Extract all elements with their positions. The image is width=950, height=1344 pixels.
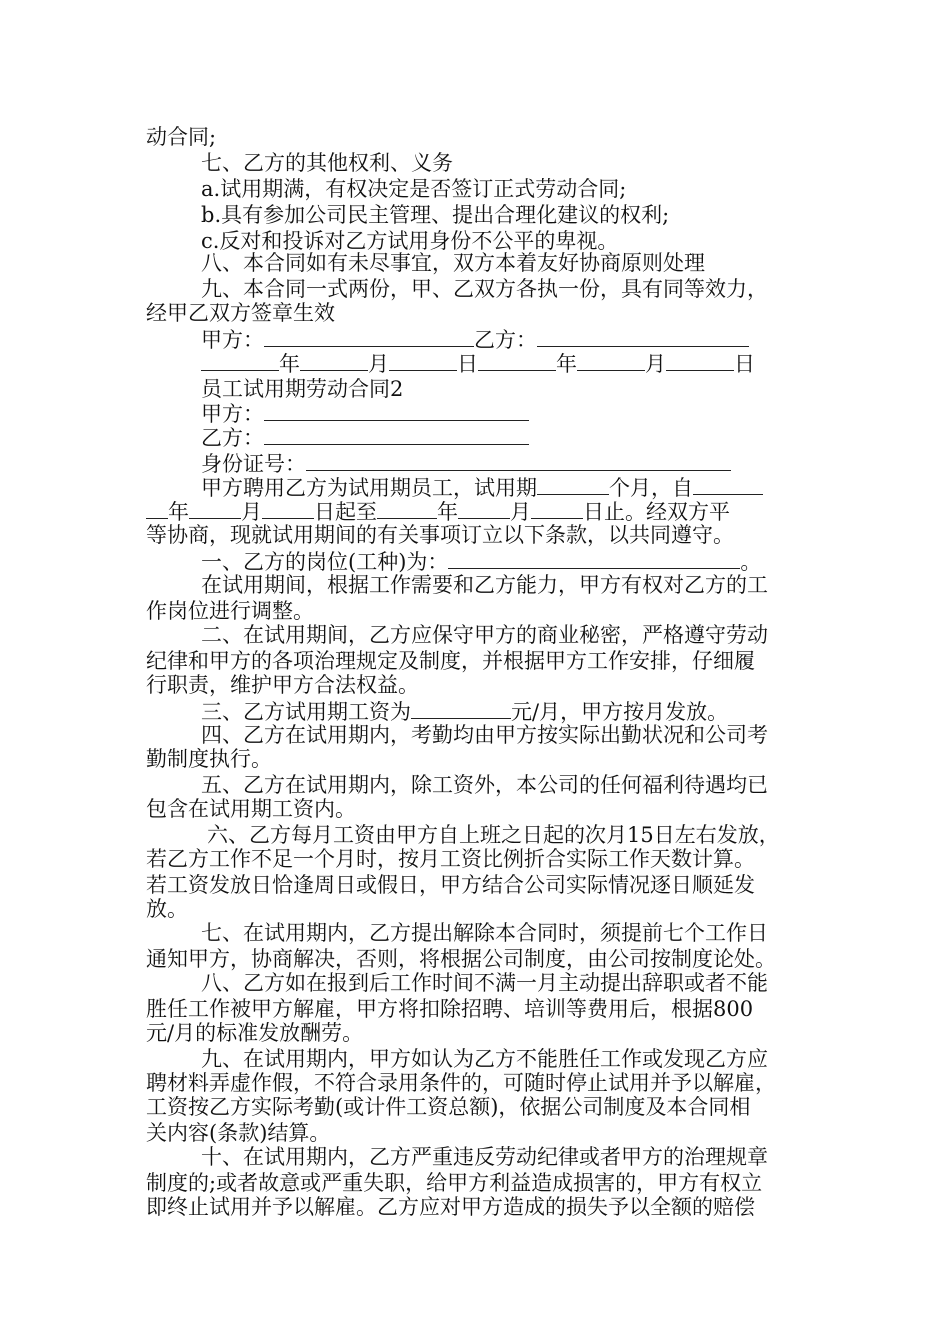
text-line: 即终止试用并予以解雇。乙方应对甲方造成的损失予以全额的赔偿 — [146, 1195, 755, 1219]
position-line — [201, 548, 871, 574]
day-blank — [666, 350, 734, 371]
year-label: 年 — [168, 500, 189, 524]
party-a-blank — [264, 400, 529, 421]
wage-line — [201, 698, 871, 724]
day-label: 日 — [734, 352, 755, 376]
probation-line — [201, 474, 871, 500]
party-b-signature-blank — [537, 326, 749, 347]
text-line: 八、本合同如有未尽事宜，双方本着友好协商原则处理 — [201, 251, 705, 275]
probation-text: 个月，自 — [609, 476, 693, 500]
text-line: 九、在试用期内，甲方如认为乙方不能胜任工作或发现乙方应 — [201, 1047, 768, 1071]
party-b-blank — [264, 424, 529, 445]
text-line: 关内容(条款)结算。 — [146, 1121, 331, 1145]
day-label: 日 — [457, 352, 478, 376]
month-label: 月 — [645, 352, 666, 376]
end-month-blank — [458, 498, 510, 519]
text-line: 勤制度执行。 — [146, 747, 272, 771]
year-label: 年 — [556, 352, 577, 376]
text-line: 七、在试用期内，乙方提出解除本合同时，须提前七个工作日 — [201, 921, 768, 945]
start-year-blank — [146, 498, 168, 519]
party-a-label: 甲方： — [201, 402, 264, 426]
party-b-label: 乙方： — [201, 426, 264, 450]
text-line: 通知甲方，协商解决，否则，将根据公司制度，由公司按制度论处。 — [146, 947, 776, 971]
month-blank — [300, 350, 368, 371]
position-label: 一、乙方的岗位(工种)为： — [201, 550, 449, 574]
probation-text: 日起至 — [314, 500, 377, 524]
wage-blank — [411, 698, 511, 719]
year-blank — [478, 350, 556, 371]
text-line: 十、在试用期内，乙方严重违反劳动纪律或者甲方的治理规章 — [201, 1145, 768, 1169]
year-blank — [201, 350, 279, 371]
year-label: 年 — [279, 352, 300, 376]
text-line: c.反对和投诉对乙方试用身份不公平的卑视。 — [201, 229, 619, 253]
text-line: 包含在试用期工资内。 — [146, 797, 356, 821]
text-line: 行职责，维护甲方合法权益。 — [146, 673, 419, 697]
probation-text: 甲方聘用乙方为试用期员工，试用期 — [201, 476, 537, 500]
start-year-blank — [693, 474, 763, 495]
probation-dates-line — [146, 498, 816, 524]
start-day-blank — [262, 498, 314, 519]
date-line — [201, 350, 871, 376]
month-label: 月 — [510, 500, 531, 524]
start-month-blank — [189, 498, 241, 519]
year-label: 年 — [437, 500, 458, 524]
text-line: b.具有参加公司民主管理、提出合理化建议的权利; — [201, 203, 670, 227]
text-line: 工资按乙方实际考勤(或计件工资总额)，依据公司制度及本合同相 — [146, 1095, 751, 1119]
month-label: 月 — [368, 352, 389, 376]
months-blank — [537, 474, 609, 495]
party-b-label: 乙方： — [474, 328, 537, 352]
text-line: 五、乙方在试用期内，除工资外，本公司的任何福利待遇均已 — [201, 773, 768, 797]
text-line: a.试用期满，有权决定是否签订正式劳动合同; — [201, 177, 627, 201]
position-blank — [448, 548, 740, 569]
wage-label: 三、乙方试用期工资为 — [201, 700, 411, 724]
text-line: 作岗位进行调整。 — [146, 599, 314, 623]
id-card-label: 身份证号： — [201, 452, 306, 476]
end-year-blank — [377, 498, 437, 519]
text-line: 纪律和甲方的各项治理规定及制度，并根据甲方工作安排，仔细履 — [146, 649, 755, 673]
section-heading: 七、乙方的其他权利、义务 — [201, 151, 453, 175]
signature-line — [201, 326, 871, 352]
text-line: 元/月的标准发放酬劳。 — [146, 1021, 364, 1045]
text-line: 动合同; — [146, 125, 217, 149]
party-a-label: 甲方： — [201, 328, 264, 352]
text-line: 在试用期间，根据工作需要和乙方能力，甲方有权对乙方的工 — [201, 573, 768, 597]
month-blank — [577, 350, 645, 371]
id-card-blank — [306, 450, 731, 471]
text-line: 八、乙方如在报到后工作时间不满一月主动提出辞职或者不能 — [201, 971, 768, 995]
text-line: 经甲乙双方签章生效 — [146, 301, 335, 325]
probation-text: 日止。经双方平 — [583, 500, 730, 524]
party-a-signature-blank — [264, 326, 474, 347]
party-b-line — [201, 424, 871, 450]
text-line: 若乙方工作不足一个月时，按月工资比例折合实际工作天数计算。 — [146, 847, 755, 871]
month-label: 月 — [241, 500, 262, 524]
end-day-blank — [531, 498, 583, 519]
id-card-line — [201, 450, 871, 476]
text-line: 等协商，现就试用期间的有关事项订立以下条款，以共同遵守。 — [146, 523, 734, 547]
party-a-line — [201, 400, 871, 426]
text-line: 若工资发放日恰逢周日或假日，甲方结合公司实际情况逐日顺延发 — [146, 873, 755, 897]
position-end: 。 — [740, 550, 762, 574]
text-line: 聘材料弄虚作假，不符合录用条件的，可随时停止试用并予以解雇， — [146, 1071, 776, 1095]
text-line: 二、在试用期间，乙方应保守甲方的商业秘密，严格遵守劳动 — [201, 623, 768, 647]
text-line: 四、乙方在试用期内，考勤均由甲方按实际出勤状况和公司考 — [201, 723, 768, 747]
text-line: 制度的;或者故意或严重失职，给甲方利益造成损害的，甲方有权立 — [146, 1171, 763, 1195]
text-line: 九、本合同一式两份，甲、乙双方各执一份，具有同等效力， — [201, 277, 768, 301]
wage-unit: 元/月，甲方按月发放。 — [511, 700, 729, 724]
text-line: 胜任工作被甲方解雇，甲方将扣除招聘、培训等费用后，根据800 — [146, 997, 754, 1021]
document-title: 员工试用期劳动合同2 — [201, 377, 404, 401]
day-blank — [389, 350, 457, 371]
text-line: 放。 — [146, 897, 188, 921]
text-line: 六、乙方每月工资由甲方自上班之日起的次月15日左右发放， — [207, 823, 780, 847]
